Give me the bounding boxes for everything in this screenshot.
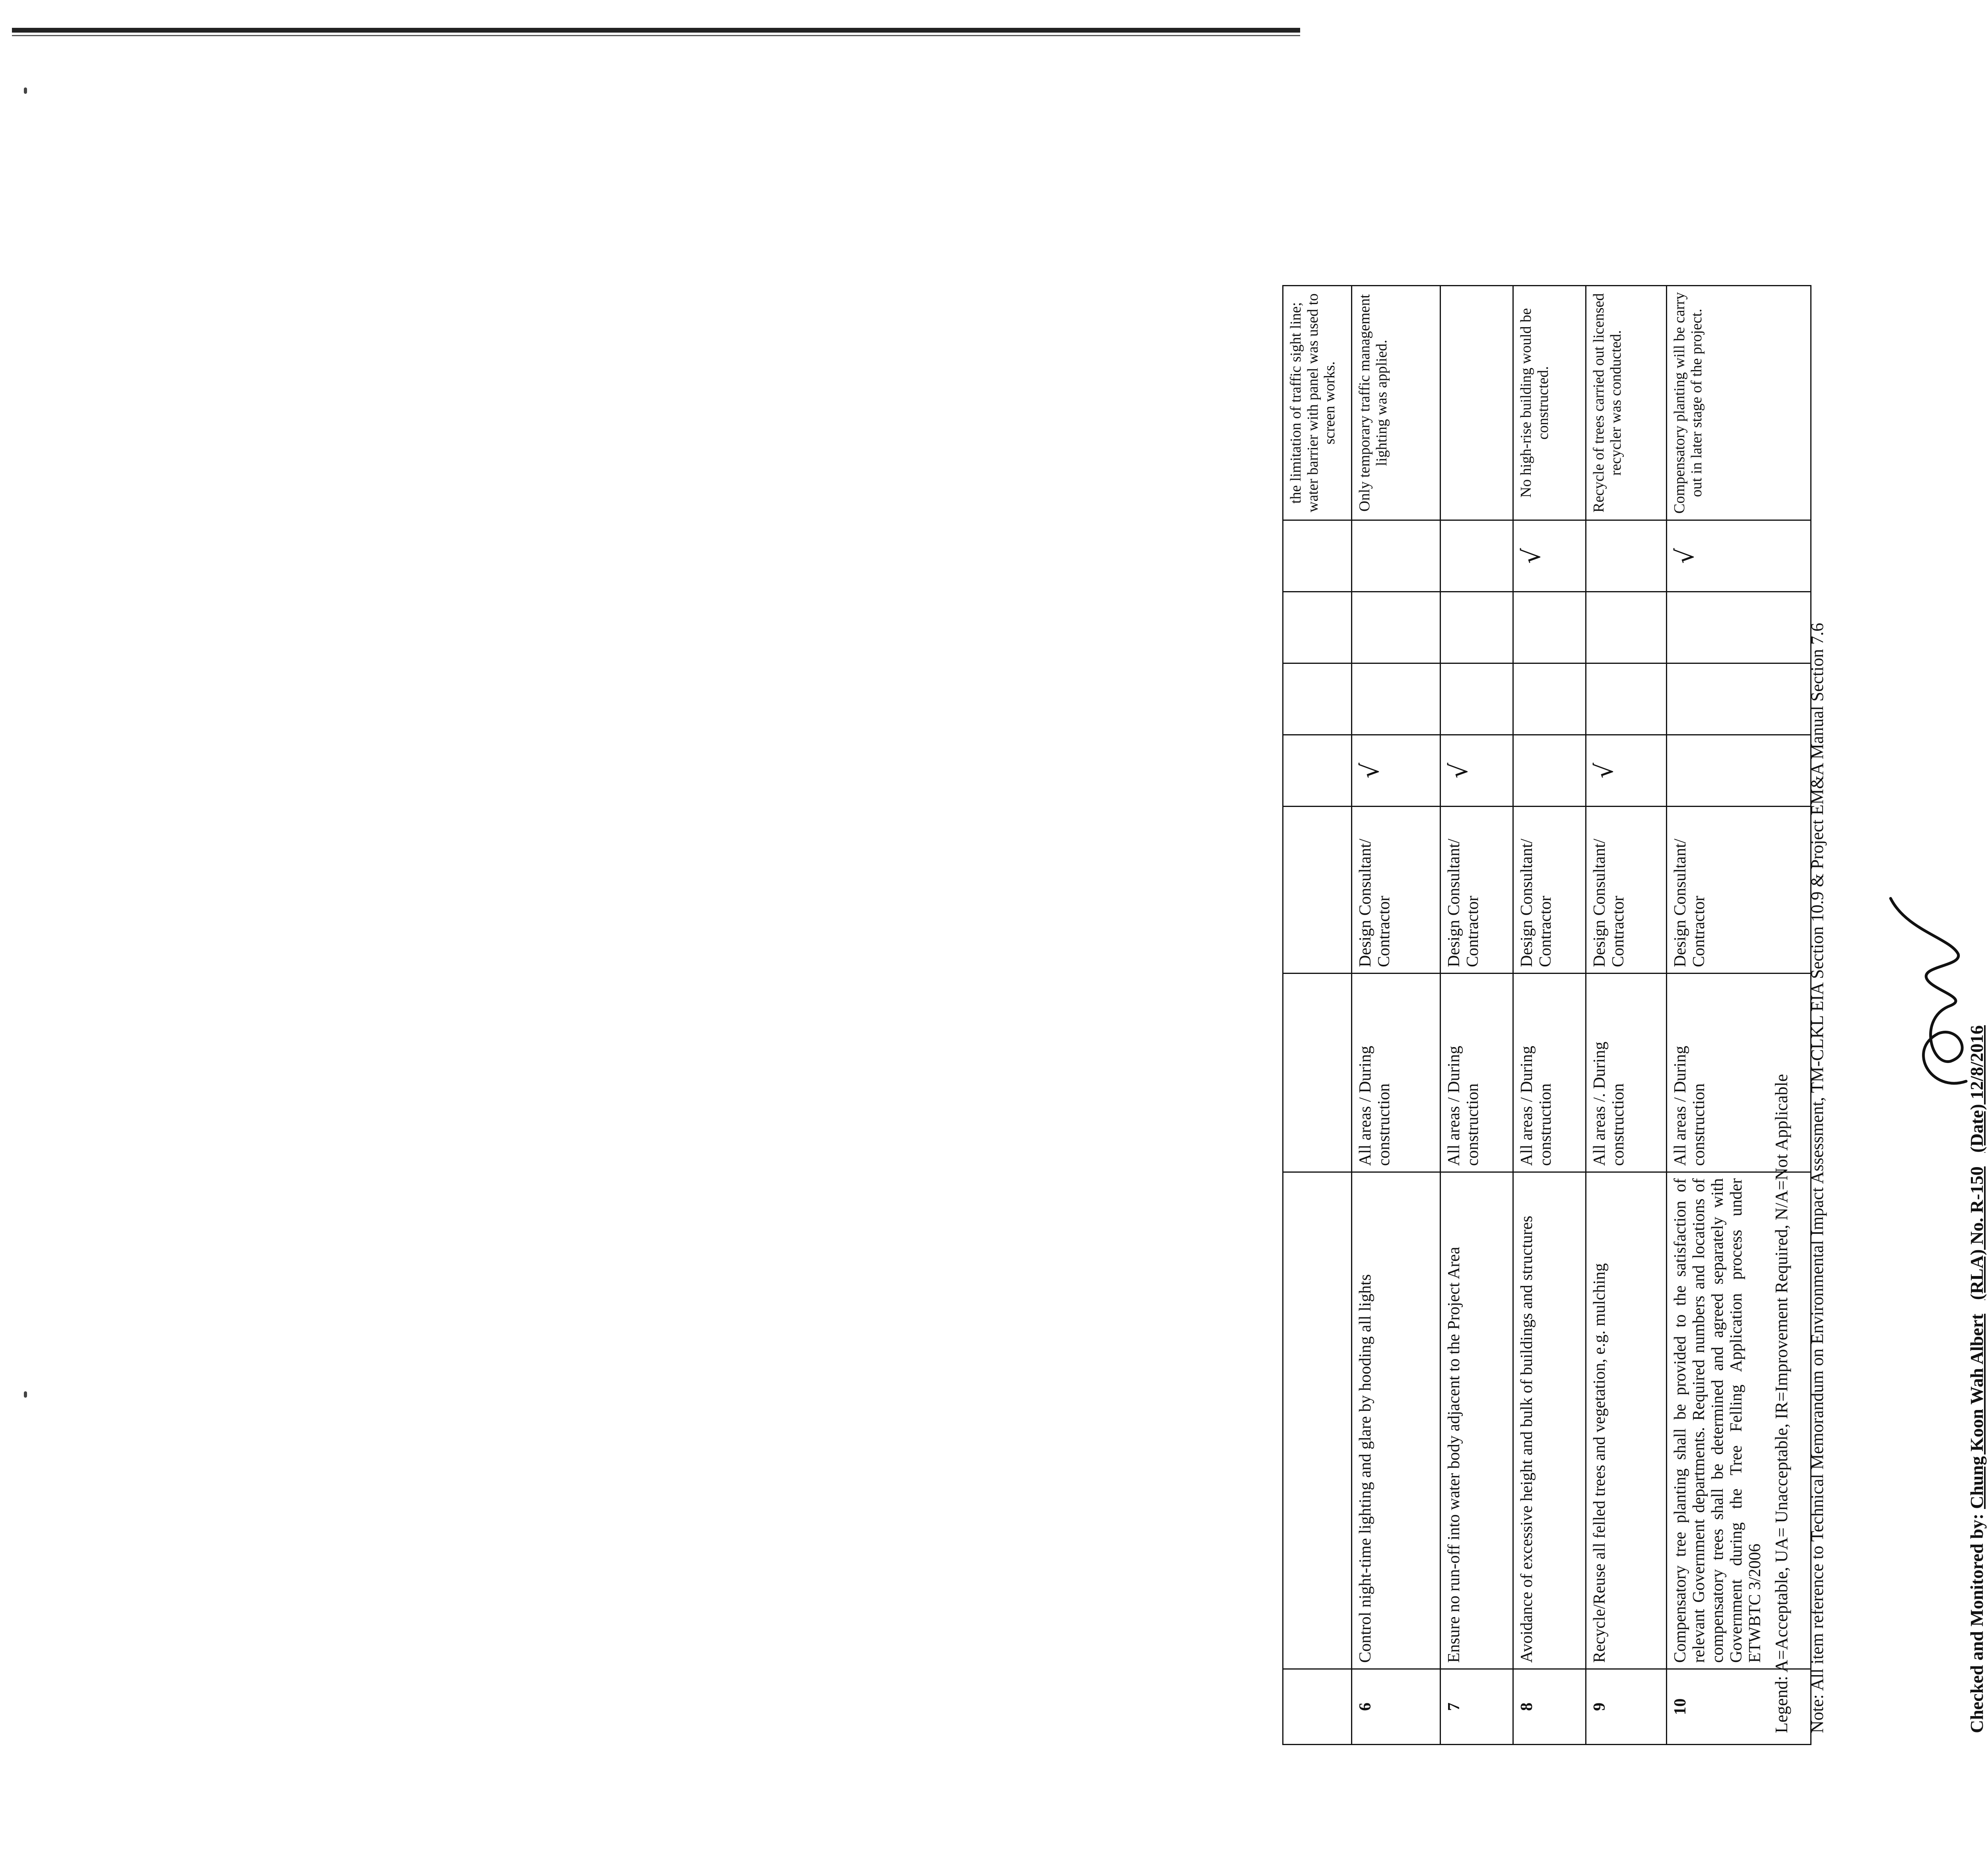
mitigation-measure: Compensatory tree planting shall be provided to the satisfaction of relevant Government departments. Required numbers and locations of compensatory trees shall be determined and agreed separately with Government during the Tree Felling Application process under ETWBTC 3/2006 [1667, 1172, 1811, 1669]
status-a [1667, 735, 1811, 807]
signoff-label: Checked and Monitored by: [1967, 1509, 1987, 1733]
implementation-agent: Design Consultant/ Contractor [1352, 807, 1441, 974]
signoff-line-monitored [1966, 1025, 1988, 1733]
status-ir [1513, 592, 1586, 663]
status-ir [1352, 592, 1441, 663]
status-na [1441, 520, 1513, 592]
location-timing: All areas / During construction [1352, 974, 1441, 1172]
remarks: Only temporary traffic management lighting was applied. [1352, 286, 1441, 520]
remarks: Compensatory planting will be carry out in later stage of the project. [1667, 286, 1811, 520]
remarks: Recycle of trees carried out licensed recycler was conducted. [1586, 286, 1667, 520]
margin-mark [24, 87, 27, 94]
reference-note: Note: All item reference to Technical Memorandum on Environmental Impact Assessment, TM-CLKL EIA Section 10.9 & Project EM&A Manual Section 7.6 [1807, 623, 1827, 1733]
implementation-agent: Design Consultant/ Contractor [1586, 807, 1667, 974]
status-a [1283, 735, 1352, 807]
table-row [1441, 286, 1513, 1745]
signatory-name: Chung Koon Wah Albert [1967, 1313, 1987, 1509]
location-timing [1283, 974, 1352, 1172]
status-na [1352, 520, 1441, 592]
item-number [1283, 1669, 1352, 1745]
implementation-agent: Design Consultant/ Contractor [1667, 807, 1811, 974]
header-rule [12, 28, 1300, 33]
item-number: 7 [1441, 1669, 1513, 1745]
implementation-agent [1283, 807, 1352, 974]
rotated-page-content [1282, 107, 1988, 1745]
item-number: 10 [1667, 1669, 1811, 1745]
item-number: 9 [1586, 1669, 1667, 1745]
status-ir [1441, 592, 1513, 663]
location-timing: All areas / During construction [1667, 974, 1811, 1172]
table-row [1586, 286, 1667, 1745]
status-ua [1667, 663, 1811, 735]
implementation-agent: Design Consultant/ Contractor [1441, 807, 1513, 974]
status-ua [1441, 663, 1513, 735]
status-a: √ [1586, 735, 1667, 807]
status-ua [1513, 663, 1586, 735]
status-na [1586, 520, 1667, 592]
status-ua [1283, 663, 1352, 735]
status-a [1513, 735, 1586, 807]
location-timing: All areas /. During construction [1586, 974, 1667, 1172]
margin-mark [24, 1391, 27, 1398]
status-ir [1667, 592, 1811, 663]
mitigation-measure [1283, 1172, 1352, 1669]
handwritten-signature [1883, 890, 1986, 1097]
status-ir [1283, 592, 1352, 663]
rla-number: (RLA) No. R-150 [1967, 1166, 1987, 1300]
status-ua [1352, 663, 1441, 735]
location-timing: All areas / During construction [1513, 974, 1586, 1172]
status-na: √ [1513, 520, 1586, 592]
mitigation-measure: Avoidance of excessive height and bulk of buildings and structures [1513, 1172, 1586, 1669]
signoff-date: (Date) 12/8/2016 [1967, 1025, 1987, 1153]
remarks: No high-rise building would be constructed. [1513, 286, 1586, 520]
status-a: √ [1352, 735, 1441, 807]
signoff-block [1966, 1025, 1988, 1733]
table-row [1352, 286, 1441, 1745]
table-row [1513, 286, 1586, 1745]
status-ua [1586, 663, 1667, 735]
mitigation-measure: Recycle/Reuse all felled trees and vegetation, e.g. mulching [1586, 1172, 1667, 1669]
mitigation-measure: Control night-time lighting and glare by hooding all lights [1352, 1172, 1441, 1669]
remarks [1441, 286, 1513, 520]
mitigation-checklist-table [1282, 285, 1811, 1745]
legend-text: Legend: A=Acceptable, UA= Unacceptable, IR=Improvement Required, N/A=Not Applicable [1772, 1074, 1791, 1733]
status-ir [1586, 592, 1667, 663]
item-number: 6 [1352, 1669, 1441, 1745]
status-na: √ [1667, 520, 1811, 592]
mitigation-measure: Ensure no run-off into water body adjacent to the Project Area [1441, 1172, 1513, 1669]
remarks: the limitation of traffic sight line; water barrier with panel was used to screen works. [1283, 286, 1352, 520]
status-na [1283, 520, 1352, 592]
implementation-agent: Design Consultant/ Contractor [1513, 807, 1586, 974]
location-timing: All areas / During construction [1441, 974, 1513, 1172]
status-a: √ [1441, 735, 1513, 807]
item-number: 8 [1513, 1669, 1586, 1745]
table-row [1283, 286, 1352, 1745]
header-rule-thin [12, 35, 1300, 36]
